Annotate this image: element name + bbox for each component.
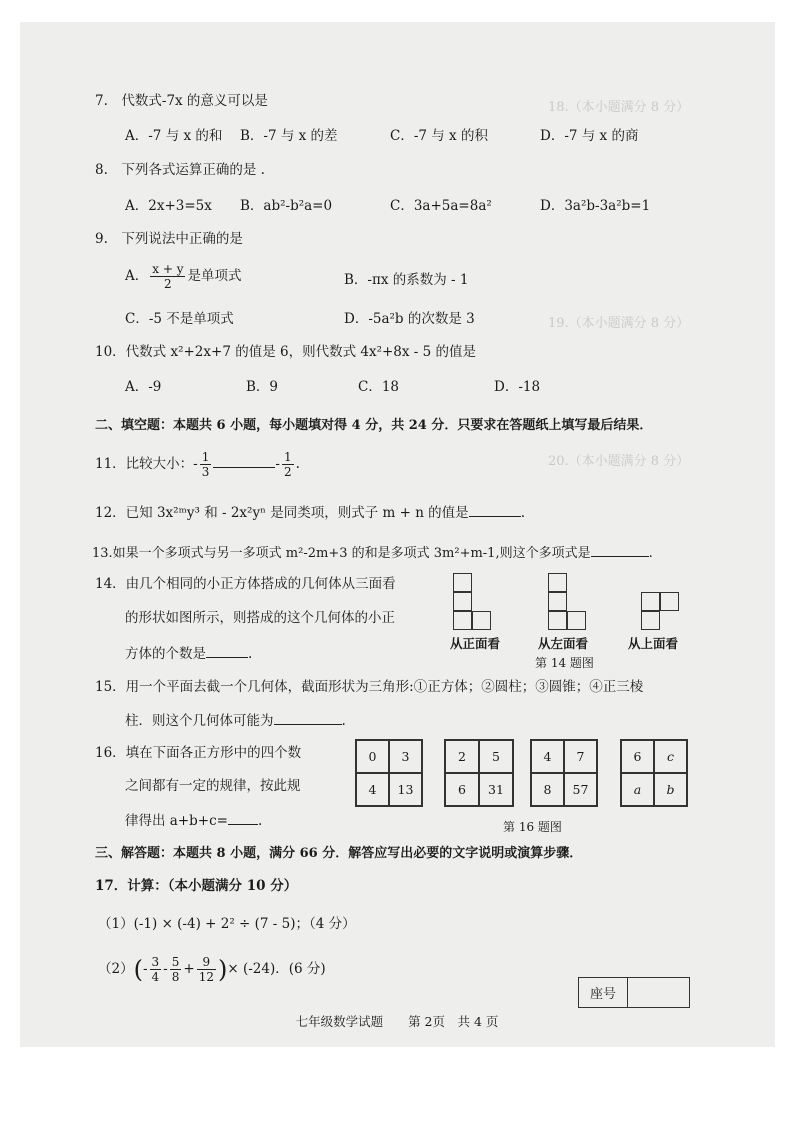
number-square [530, 739, 598, 807]
q13-answer-blank[interactable] [591, 542, 649, 557]
section-2-heading: 二、填空题：本题共 6 小题，每小题填对得 4 分，共 24 分．只要求在答题纸上填写最后结果． [95, 418, 653, 433]
seat-number-box [578, 977, 690, 1008]
fraction-numerator: 3 [151, 955, 160, 969]
q17-part-1: （1）(-1) × (-4) + 2² ÷ (7 - 5)；（4 分） [98, 916, 356, 932]
square-cell: 5 [479, 740, 513, 773]
q7-option-c: C．-7 与 x 的积 [390, 128, 488, 144]
square-cell: 13 [389, 773, 422, 806]
q14-period: . [248, 646, 253, 662]
q16-figure-caption: 第 16 题图 [503, 820, 562, 834]
q12 [95, 502, 525, 522]
q17-fraction-2 [170, 955, 182, 984]
square-cell: 8 [531, 773, 564, 806]
q14-line-3-text: 方体的个数是 [125, 646, 206, 662]
square-cell: 6 [445, 773, 479, 806]
q9-option-d: D．-5a²b 的次数是 3 [344, 311, 475, 327]
q11-minus: - [275, 456, 280, 472]
square-cell: 7 [564, 740, 597, 773]
square-cell: 2 [445, 740, 479, 773]
minus-sign: - [163, 961, 168, 977]
q17-title: 17．计算：（本小题满分 10 分） [95, 878, 298, 894]
square-cell: a [621, 773, 654, 806]
q10-option-d: D．-18 [494, 379, 541, 395]
q7-option-d: D．-7 与 x 的商 [540, 128, 639, 144]
q12-answer-blank[interactable] [469, 502, 521, 517]
square-cell: c [654, 740, 687, 773]
q14-line-2: 的形状如图所示，则搭成的这个几何体的小正 [125, 610, 395, 626]
q14-answer-blank[interactable] [206, 643, 248, 658]
q15-period: . [341, 713, 346, 729]
q9-option-a [125, 262, 241, 291]
q10-option-a: A．-9 [125, 379, 162, 395]
square-cell: b [654, 773, 687, 806]
q9-option-b: B．-πx 的系数为 - 1 [344, 272, 469, 288]
fraction-numerator: x + y [152, 262, 184, 276]
square-cell: 4 [356, 773, 389, 806]
q12-period: . [520, 505, 525, 521]
q9-option-a-suffix: 是单项式 [187, 268, 242, 284]
square-cell: 0 [356, 740, 389, 773]
fraction-numerator: 9 [197, 955, 216, 970]
left-view-figure [548, 573, 588, 633]
q17-part-2-prefix: （2） [98, 961, 134, 977]
q15-line-2-text: 柱．则这个几何体可能为 [125, 713, 274, 729]
fraction-numerator: 5 [171, 955, 180, 969]
top-view-label: 从上面看 [628, 636, 679, 651]
front-view-figure [453, 573, 493, 633]
q9-option-a-prefix: A． [125, 268, 149, 284]
q11-period: . [295, 456, 300, 472]
q11-prefix: 11．比较大小：- [95, 456, 198, 472]
fraction-numerator: 1 [283, 450, 292, 464]
seat-number-label: 座号 [579, 978, 628, 1007]
q17-fraction-1 [150, 955, 162, 984]
q8-stem: 8. 下列各式运算正确的是 . [95, 162, 265, 178]
square-cell: 57 [564, 773, 597, 806]
q11-answer-blank[interactable] [213, 453, 275, 468]
fraction-denominator: 3 [201, 465, 210, 479]
q16-line-3 [125, 810, 262, 830]
seat-number-field[interactable] [628, 978, 689, 1007]
q13-period: . [648, 546, 653, 561]
q16-line-1: 16．填在下面各正方形中的四个数 [95, 745, 302, 761]
q8-option-d: D．3a²b-3a²b=1 [540, 198, 651, 214]
front-view-label: 从正面看 [450, 636, 501, 651]
number-square [620, 739, 688, 807]
q8-option-c: C．3a+5a=8a² [390, 198, 492, 214]
q16-line-3-text: 律得出 a+b+c= [125, 813, 228, 829]
square-cell: 31 [479, 773, 513, 806]
q10-option-b: B．9 [246, 379, 279, 395]
q15-line-1: 15．用一个平面去截一个几何体，截面形状为三角形:①正方体；②圆柱；③圆锥；④正三棱 [95, 679, 644, 695]
q8-option-a: A．2x+3=5x [125, 198, 212, 214]
q9-fraction [150, 262, 185, 291]
fraction-denominator: 2 [164, 277, 172, 291]
square-cell: 3 [389, 740, 422, 773]
square-cell: 6 [621, 740, 654, 773]
bleed-through-text: 18.（本小题满分 8 分） [548, 100, 690, 115]
q16-answer-blank[interactable] [228, 810, 258, 825]
number-square [355, 739, 423, 807]
q14-line-3 [125, 643, 252, 663]
minus-sign: - [142, 961, 148, 977]
q12-text: 12．已知 3x²ᵐy³ 和 - 2x²yⁿ 是同类项，则式子 m + n 的值是 [95, 505, 469, 521]
top-view-figure [641, 592, 681, 632]
section-3-heading: 三、解答题：本题共 8 小题，满分 66 分．解答应写出必要的文字说明或演算步骤． [95, 846, 583, 861]
q16-line-2: 之间都有一定的规律，按此规 [125, 778, 301, 794]
q16-period: . [257, 813, 263, 829]
square-cell: 4 [531, 740, 564, 773]
q11-fraction-1 [200, 450, 212, 479]
q7-option-a: A．-7 与 x 的和 [125, 128, 223, 144]
q11 [95, 450, 300, 479]
fraction-denominator: 12 [198, 970, 214, 984]
q10-option-c: C．18 [358, 379, 400, 395]
q17-part-2 [98, 955, 326, 984]
q7-stem: 7. 代数式-7x 的意义可以是 [95, 93, 268, 109]
bleed-through-text: 19.（本小题满分 8 分） [548, 316, 690, 331]
number-square [444, 739, 514, 807]
left-paren: ( [133, 955, 143, 984]
q15-answer-blank[interactable] [274, 710, 342, 725]
left-view-label: 从左面看 [538, 636, 589, 651]
fraction-denominator: 8 [171, 970, 180, 984]
page-footer: 七年级数学试题 第 2页 共 4 页 [295, 1014, 499, 1029]
fraction-denominator: 4 [151, 970, 160, 984]
q13-text: 13.如果一个多项式与另一多项式 m²-2m+3 的和是多项式 3m²+m-1,则这个多项式是 [92, 546, 591, 561]
fraction-denominator: 2 [283, 465, 292, 479]
q11-fraction-2 [282, 450, 294, 479]
q9-stem: 9. 下列说法中正确的是 [95, 231, 243, 247]
bleed-through-text: 20.（本小题满分 8 分） [548, 454, 690, 469]
q8-option-b: B．ab²-b²a=0 [240, 198, 333, 214]
q14-line-1: 14．由几个相同的小正方体搭成的几何体从三面看 [95, 576, 396, 592]
q9-option-c: C．-5 不是单项式 [125, 311, 234, 327]
q13 [92, 542, 653, 563]
q14-figure-caption: 第 14 题图 [535, 656, 594, 670]
q17-fraction-3 [197, 955, 216, 984]
fraction-numerator: 1 [201, 450, 210, 464]
plus-sign: + [183, 961, 195, 977]
right-paren: ) [217, 955, 228, 984]
q7-option-b: B．-7 与 x 的差 [240, 128, 338, 144]
q10-stem: 10．代数式 x²+2x+7 的值是 6，则代数式 4x²+8x - 5 的值是 [95, 344, 477, 360]
q17-part-2-suffix: × (-24)．(6 分) [227, 961, 326, 977]
q15-line-2 [125, 710, 346, 730]
